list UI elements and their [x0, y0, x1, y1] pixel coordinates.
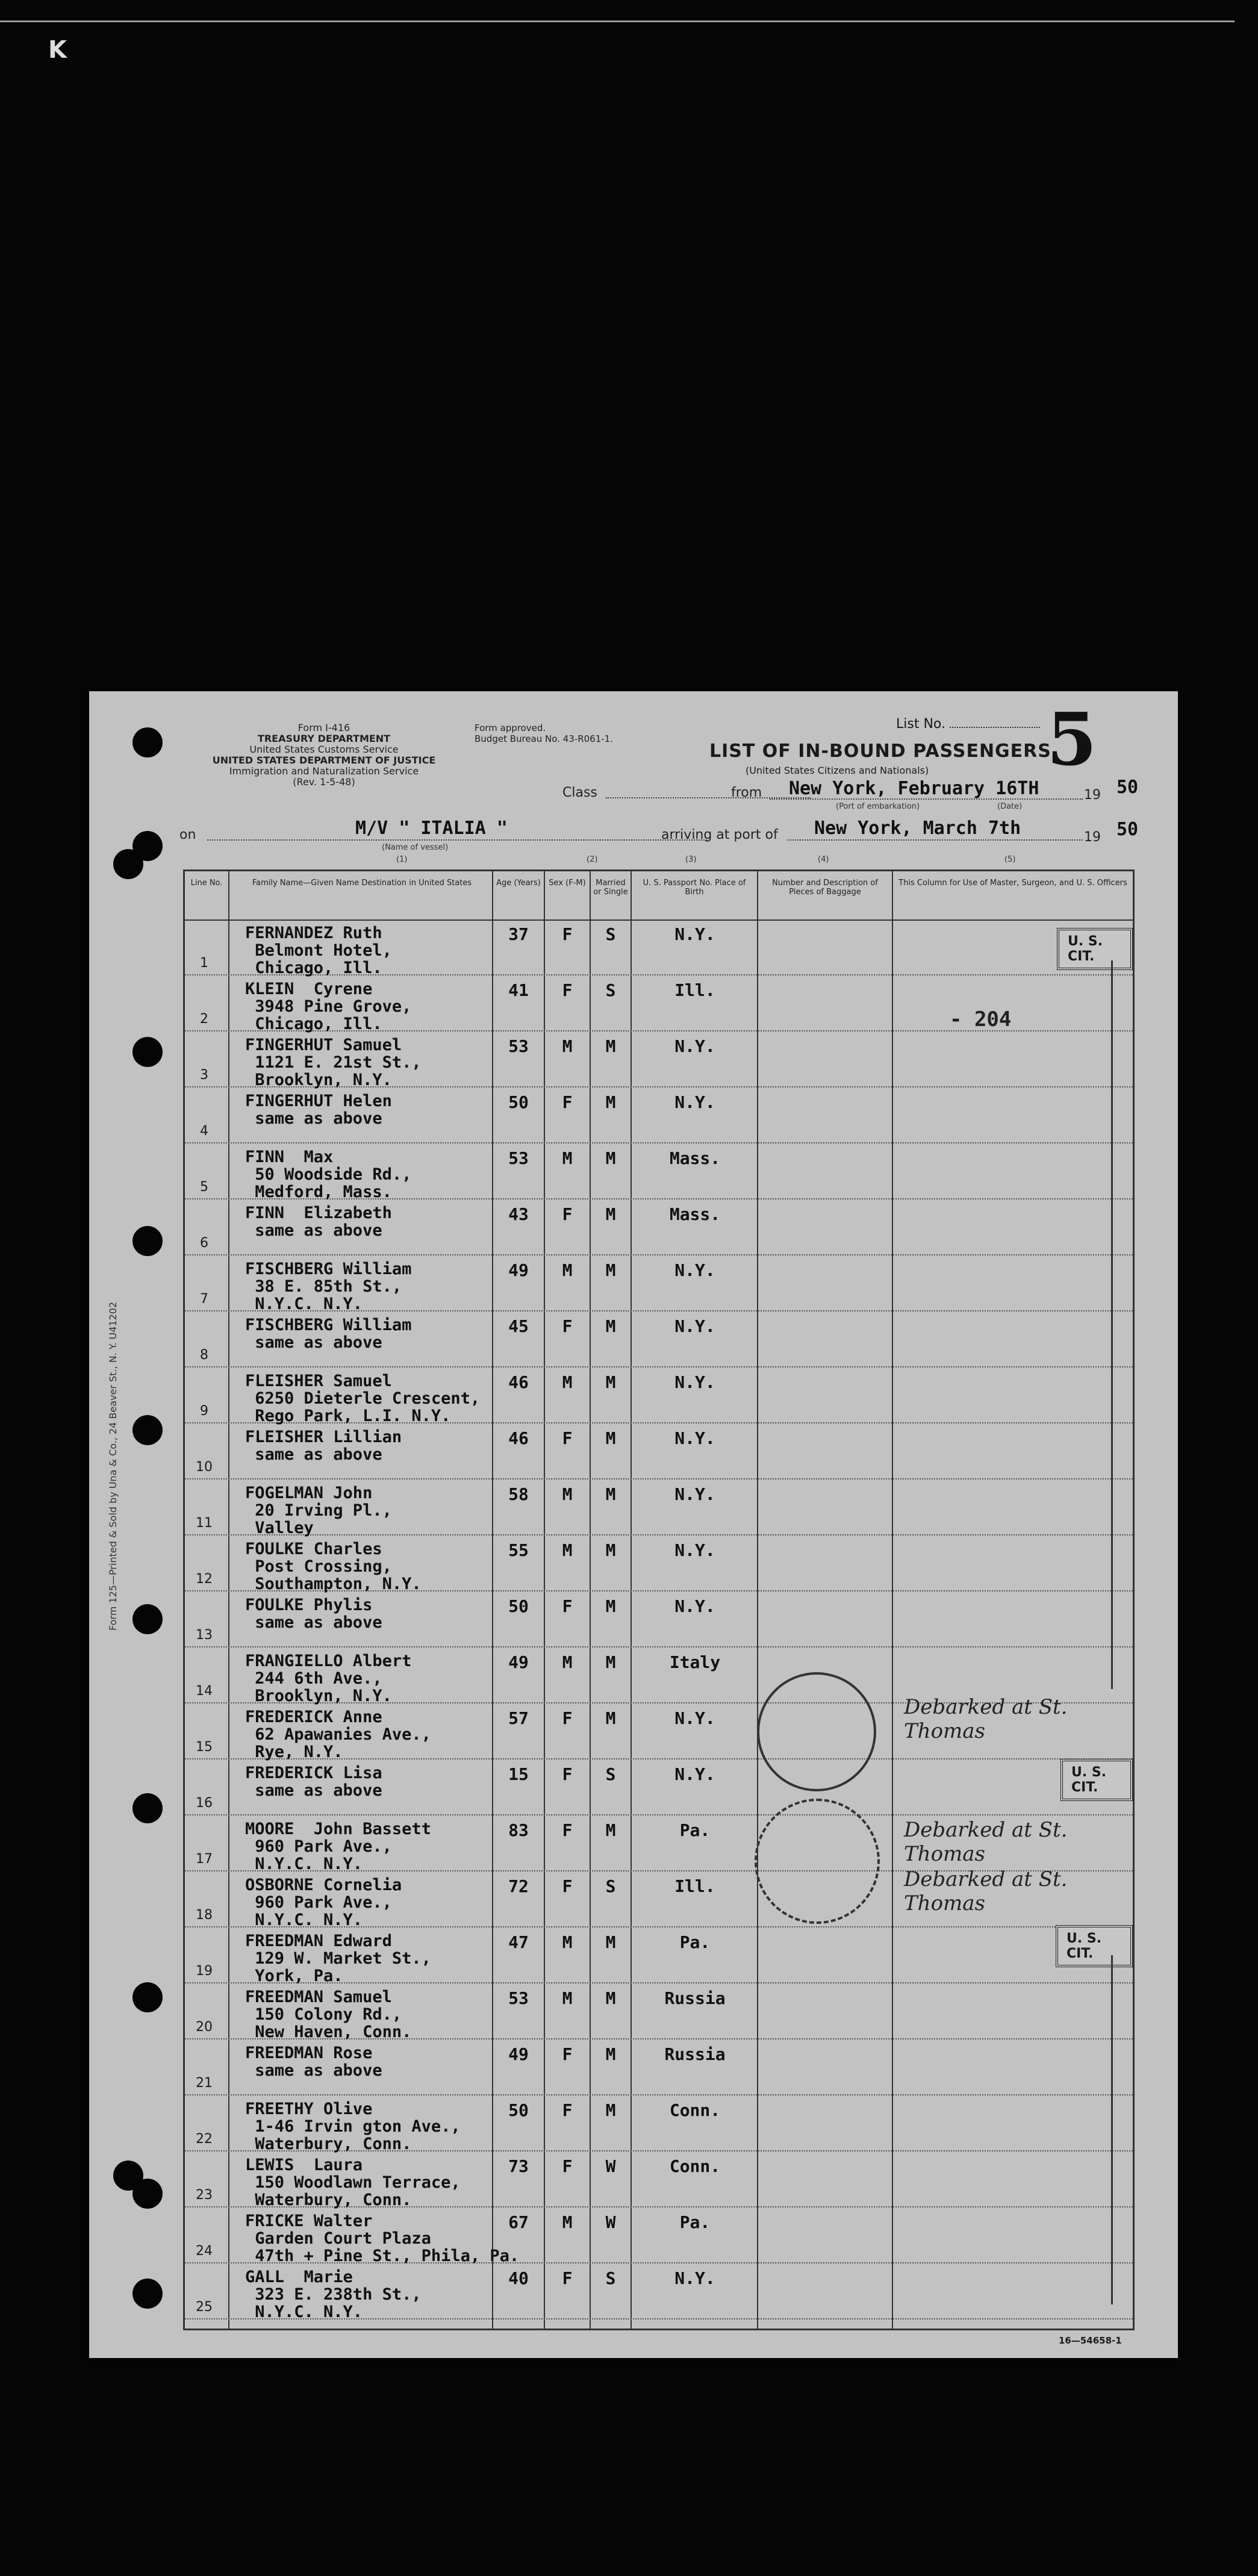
line-number: 23	[196, 2188, 213, 2203]
passenger-age: 49	[508, 1260, 529, 1280]
reference-204: - 204	[950, 1007, 1012, 1031]
debarked-note: Debarked at St. Thomas	[904, 1695, 1068, 1743]
table-row	[185, 1201, 1133, 1255]
line-number: 25	[196, 2300, 213, 2315]
table-row	[185, 1985, 1133, 2039]
passenger-sex: F	[562, 1820, 573, 1840]
passenger-name: FREETHY Olive 1-46 Irvin gton Ave., Waterbury, Conn.	[245, 2100, 461, 2153]
vessel-caption: (Name of vessel)	[382, 843, 449, 852]
passenger-birthplace: Ill.	[674, 980, 715, 1000]
list-number	[896, 717, 1040, 732]
table-row	[185, 1593, 1133, 1647]
punch-hole	[113, 849, 143, 879]
passenger-birthplace: Russia	[664, 1988, 726, 2008]
from-label: from	[731, 785, 762, 800]
passenger-age: 49	[508, 1652, 529, 1672]
passenger-marital: S	[605, 924, 616, 944]
table-row	[185, 1481, 1133, 1535]
col-header-name: Family Name—Given Name Destination in United States	[252, 879, 472, 888]
passenger-birthplace: Conn.	[669, 2156, 721, 2176]
from-value: New York, February 16TH	[789, 778, 1039, 799]
passenger-age: 40	[508, 2268, 529, 2288]
col-number: (3)	[685, 855, 697, 864]
passenger-birthplace: N.Y.	[674, 1484, 715, 1504]
passenger-name: KLEIN Cyrene 3948 Pine Grove, Chicago, Ill.	[245, 980, 412, 1033]
passenger-age: 55	[508, 1540, 529, 1560]
page-title: LIST OF IN-BOUND PASSENGERS	[709, 741, 1051, 762]
passenger-age: 50	[508, 1596, 529, 1616]
passenger-marital: W	[605, 2156, 616, 2176]
passenger-sex: F	[562, 1092, 573, 1112]
date-caption: (Date)	[997, 802, 1023, 811]
passenger-age: 49	[508, 2044, 529, 2064]
line-number: 19	[196, 1964, 213, 1979]
passenger-age: 58	[508, 1484, 529, 1504]
customs-service: United States Customs Service	[249, 744, 399, 755]
passenger-birthplace: N.Y.	[674, 1708, 715, 1728]
passenger-birthplace: N.Y.	[674, 1036, 715, 1056]
passenger-name: FREEDMAN Samuel 150 Colony Rd., New Haven, Conn.	[245, 1988, 412, 2041]
line-number: 8	[200, 1348, 208, 1363]
inspection-seal	[757, 1672, 876, 1791]
table-row	[185, 2097, 1133, 2151]
line-number: 11	[196, 1516, 213, 1531]
passenger-sex: F	[562, 2268, 573, 2288]
passenger-birthplace: N.Y.	[674, 1540, 715, 1560]
passenger-marital: M	[605, 1820, 616, 1840]
line-number: 18	[196, 1908, 213, 1923]
year-prefix-2: 19	[1084, 830, 1101, 845]
passenger-age: 57	[508, 1708, 529, 1728]
manifest-page	[89, 691, 1178, 2358]
passenger-name: OSBORNE Cornelia 960 Park Ave., N.Y.C. N.Y.	[245, 1876, 402, 1929]
line-number: 3	[200, 1068, 208, 1083]
treasury-dept: TREASURY DEPARTMENT	[257, 733, 391, 744]
passenger-age: 72	[508, 1876, 529, 1896]
col-header-married: Married or Single	[593, 879, 628, 897]
passenger-sex: F	[562, 1316, 573, 1336]
line-number: 17	[196, 1852, 213, 1867]
passenger-marital: M	[605, 1540, 616, 1560]
arriving-label: arriving at port of	[661, 827, 778, 842]
passenger-marital: S	[605, 1876, 616, 1896]
side-printer-note: Form 125—Printed & Sold by Una & Co., 24 Beaver St., N. Y. U41202	[107, 1301, 119, 1631]
line-number: 7	[200, 1292, 208, 1307]
passenger-sex: F	[562, 2044, 573, 2064]
passenger-marital: M	[605, 1652, 616, 1672]
passenger-marital: S	[605, 2268, 616, 2288]
passenger-marital: M	[605, 1708, 616, 1728]
passenger-birthplace: N.Y.	[674, 1764, 715, 1784]
passenger-marital: W	[605, 2212, 616, 2232]
passenger-name: FREDERICK Anne 62 Apawanies Ave., Rye, N.Y.	[245, 1708, 431, 1761]
passenger-marital: M	[605, 1428, 616, 1448]
us-cit-stamp: U. S. CIT.	[1057, 928, 1133, 970]
debarked-note: Debarked at St. Thomas	[904, 1867, 1068, 1915]
table-row	[185, 1929, 1133, 1983]
year-2: 50	[1116, 819, 1139, 840]
punch-hole	[132, 727, 163, 758]
passenger-name: FINGERHUT Helen same as above	[245, 1092, 392, 1128]
passenger-name: FISCHBERG William same as above	[245, 1316, 412, 1352]
line-number: 10	[196, 1460, 213, 1475]
passenger-sex: M	[562, 1932, 573, 1952]
passenger-name: FINGERHUT Samuel 1121 E. 21st St., Brooklyn, N.Y.	[245, 1036, 422, 1089]
budget-bureau: Budget Bureau No. 43-R061-1.	[475, 733, 613, 744]
passenger-age: 45	[508, 1316, 529, 1336]
passenger-birthplace: Conn.	[669, 2100, 721, 2120]
passenger-marital: M	[605, 1316, 616, 1336]
col-number: (4)	[818, 855, 829, 864]
col-header-baggage: Number and Description of Pieces of Baggage	[772, 879, 878, 897]
passenger-birthplace: Pa.	[679, 1820, 711, 1840]
passenger-name: FREEDMAN Rose same as above	[245, 2044, 382, 2080]
port-embark-caption: (Port of embarkation)	[836, 802, 920, 811]
line-number: 14	[196, 1684, 213, 1699]
col-number: (2)	[587, 855, 598, 864]
passenger-age: 43	[508, 1204, 529, 1224]
passenger-marital: M	[605, 1372, 616, 1392]
passenger-age: 41	[508, 980, 529, 1000]
passenger-birthplace: Pa.	[679, 2212, 711, 2232]
table-row	[185, 2265, 1133, 2319]
passenger-sex: M	[562, 1148, 573, 1168]
inspection-seal	[755, 1799, 880, 1924]
col-header-officers: This Column for Use of Master, Surgeon, and U. S. Officers	[898, 879, 1127, 888]
page-subtitle: (United States Citizens and Nationals)	[746, 765, 929, 776]
passenger-birthplace: Russia	[664, 2044, 726, 2064]
passenger-birthplace: N.Y.	[674, 1260, 715, 1280]
line-number: 22	[196, 2132, 213, 2147]
passenger-sex: M	[562, 1036, 573, 1056]
passenger-age: 67	[508, 2212, 529, 2232]
form-header	[179, 723, 469, 788]
col-number: (5)	[1004, 855, 1016, 864]
passenger-marital: S	[605, 980, 616, 1000]
punch-hole	[132, 1793, 163, 1823]
passenger-marital: M	[605, 1932, 616, 1952]
passenger-birthplace: N.Y.	[674, 1316, 715, 1336]
year-1: 50	[1116, 777, 1139, 798]
line-number: 1	[200, 956, 208, 971]
passenger-name: FREEDMAN Edward 129 W. Market St., York, Pa.	[245, 1932, 431, 1985]
list-no-label: List No.	[896, 717, 945, 732]
passenger-name: FISCHBERG William 38 E. 85th St., N.Y.C. N.Y.	[245, 1260, 412, 1313]
passenger-name: GALL Marie 323 E. 238th St., N.Y.C. N.Y.	[245, 2268, 422, 2321]
passenger-marital: M	[605, 1148, 616, 1168]
passenger-sex: M	[562, 1988, 573, 2008]
table-row	[185, 1425, 1133, 1479]
approved-label: Form approved.	[475, 723, 546, 733]
passenger-marital: M	[605, 2044, 616, 2064]
passenger-name: FRANGIELLO Albert 244 6th Ave., Brooklyn, N.Y.	[245, 1652, 412, 1705]
passenger-birthplace: Mass.	[669, 1204, 721, 1224]
class-label: Class	[562, 785, 597, 800]
punch-hole	[132, 1226, 163, 1256]
us-cit-stamp: U. S. CIT.	[1060, 1759, 1133, 1801]
us-cit-stamp: U. S. CIT.	[1056, 1925, 1133, 1967]
passenger-name: FOULKE Charles Post Crossing, Southampton, N.Y.	[245, 1540, 422, 1593]
passenger-marital: M	[605, 2100, 616, 2120]
line-number: 24	[196, 2244, 213, 2259]
passenger-birthplace: N.Y.	[674, 1372, 715, 1392]
passenger-sex: M	[562, 1484, 573, 1504]
passenger-sex: M	[562, 1372, 573, 1392]
on-label: on	[179, 827, 196, 842]
passenger-age: 50	[508, 2100, 529, 2120]
arriving-value: New York, March 7th	[814, 818, 1021, 839]
passenger-birthplace: Italy	[669, 1652, 721, 1672]
passenger-marital: M	[605, 1260, 616, 1280]
passenger-birthplace: N.Y.	[674, 2268, 715, 2288]
vessel-name: M/V " ITALIA "	[355, 818, 508, 839]
scan-top-line	[0, 20, 1235, 22]
passenger-name: LEWIS Laura 150 Woodlawn Terrace, Waterbury, Conn.	[245, 2156, 461, 2209]
passenger-age: 46	[508, 1372, 529, 1392]
justice-dept: UNITED STATES DEPARTMENT OF JUSTICE	[212, 754, 436, 766]
passenger-age: 47	[508, 1932, 529, 1952]
table-row	[185, 1369, 1133, 1423]
punch-hole	[132, 2179, 163, 2209]
form-number: Form I-416	[297, 722, 350, 733]
passenger-sex: F	[562, 924, 573, 944]
passenger-age: 53	[508, 1036, 529, 1056]
passenger-marital: M	[605, 1036, 616, 1056]
punch-hole	[132, 1037, 163, 1067]
line-number: 20	[196, 2020, 213, 2035]
passenger-name: MOORE John Bassett 960 Park Ave., N.Y.C. N.Y.	[245, 1820, 431, 1873]
table-row	[185, 2041, 1133, 2095]
form-approval	[475, 723, 613, 744]
passenger-name: FINN Elizabeth same as above	[245, 1204, 392, 1240]
passenger-marital: M	[605, 1988, 616, 2008]
col-header-passport: U. S. Passport No. Place of Birth	[643, 879, 746, 897]
passenger-marital: M	[605, 1484, 616, 1504]
passenger-name: FOGELMAN John 20 Irving Pl., Valley	[245, 1484, 392, 1537]
corner-mark: K	[48, 36, 67, 64]
passenger-age: 15	[508, 1764, 529, 1784]
table-row	[185, 921, 1133, 975]
col-header-sex: Sex (F-M)	[549, 879, 586, 888]
passenger-name: FLEISHER Samuel 6250 Dieterle Crescent, Rego Park, L.I. N.Y.	[245, 1372, 481, 1425]
passenger-age: 37	[508, 924, 529, 944]
passenger-age: 46	[508, 1428, 529, 1448]
line-number: 6	[200, 1236, 208, 1251]
passenger-sex: F	[562, 1596, 573, 1616]
table-row	[185, 1761, 1133, 1815]
line-number: 12	[196, 1572, 213, 1587]
ins-service: Immigration and Naturalization Service	[229, 765, 419, 777]
passenger-birthplace: N.Y.	[674, 1092, 715, 1112]
form-revision: (Rev. 1-5-48)	[293, 776, 355, 788]
punch-hole	[132, 1415, 163, 1445]
passenger-age: 53	[508, 1148, 529, 1168]
passenger-sex: F	[562, 2100, 573, 2120]
passenger-table	[183, 870, 1135, 2330]
form-code: 16—54658-1	[1059, 2335, 1122, 2346]
passenger-sex: F	[562, 1764, 573, 1784]
col-header-age: Age (Years)	[496, 879, 541, 888]
debarked-note: Debarked at St. Thomas	[904, 1818, 1068, 1866]
line-number: 2	[200, 1012, 208, 1027]
passenger-birthplace: N.Y.	[674, 924, 715, 944]
passenger-marital: M	[605, 1596, 616, 1616]
passenger-birthplace: Ill.	[674, 1876, 715, 1896]
passenger-sex: F	[562, 1204, 573, 1224]
passenger-age: 73	[508, 2156, 529, 2176]
passenger-sex: F	[562, 1428, 573, 1448]
line-number: 13	[196, 1628, 213, 1643]
col-header-line: Line No.	[190, 879, 223, 888]
table-row	[185, 1257, 1133, 1311]
table-row	[185, 1313, 1133, 1367]
line-number: 16	[196, 1796, 213, 1811]
passenger-birthplace: Mass.	[669, 1148, 721, 1168]
passenger-name: FINN Max 50 Woodside Rd., Medford, Mass.	[245, 1148, 412, 1201]
passenger-sex: F	[562, 980, 573, 1000]
passenger-name: FREDERICK Lisa same as above	[245, 1764, 382, 1800]
list-number-value: 5	[1047, 697, 1097, 782]
passenger-birthplace: N.Y.	[674, 1596, 715, 1616]
passenger-name: FRICKE Walter Garden Court Plaza 47th + Pine St., Phila, Pa.	[245, 2212, 520, 2265]
line-number: 15	[196, 1740, 213, 1755]
punch-hole	[132, 1604, 163, 1634]
passenger-age: 83	[508, 1820, 529, 1840]
passenger-name: FLEISHER Lillian same as above	[245, 1428, 402, 1464]
col-number: (1)	[396, 855, 408, 864]
passenger-sex: M	[562, 1260, 573, 1280]
year-prefix-1: 19	[1084, 788, 1101, 803]
passenger-sex: F	[562, 1876, 573, 1896]
passenger-marital: M	[605, 1092, 616, 1112]
table-row	[185, 2209, 1133, 2263]
passenger-name: FOULKE Phylis same as above	[245, 1596, 382, 1632]
passenger-sex: M	[562, 2212, 573, 2232]
table-row	[185, 1537, 1133, 1591]
passenger-age: 53	[508, 1988, 529, 2008]
table-row	[185, 2153, 1133, 2207]
passenger-birthplace: N.Y.	[674, 1428, 715, 1448]
passenger-age: 50	[508, 1092, 529, 1112]
passenger-marital: M	[605, 1204, 616, 1224]
passenger-sex: F	[562, 1708, 573, 1728]
line-number: 5	[200, 1180, 208, 1195]
punch-hole	[132, 1982, 163, 2012]
passenger-name: FERNANDEZ Ruth Belmont Hotel, Chicago, Ill.	[245, 924, 392, 977]
line-number: 4	[200, 1124, 208, 1139]
passenger-marital: S	[605, 1764, 616, 1784]
passenger-sex: F	[562, 2156, 573, 2176]
passenger-birthplace: Pa.	[679, 1932, 711, 1952]
line-number: 21	[196, 2076, 213, 2091]
table-row	[185, 1089, 1133, 1143]
line-number: 9	[200, 1404, 208, 1419]
passenger-sex: M	[562, 1652, 573, 1672]
table-row	[185, 1145, 1133, 1199]
table-row	[185, 1033, 1133, 1087]
passenger-sex: M	[562, 1540, 573, 1560]
punch-hole	[132, 2279, 163, 2309]
